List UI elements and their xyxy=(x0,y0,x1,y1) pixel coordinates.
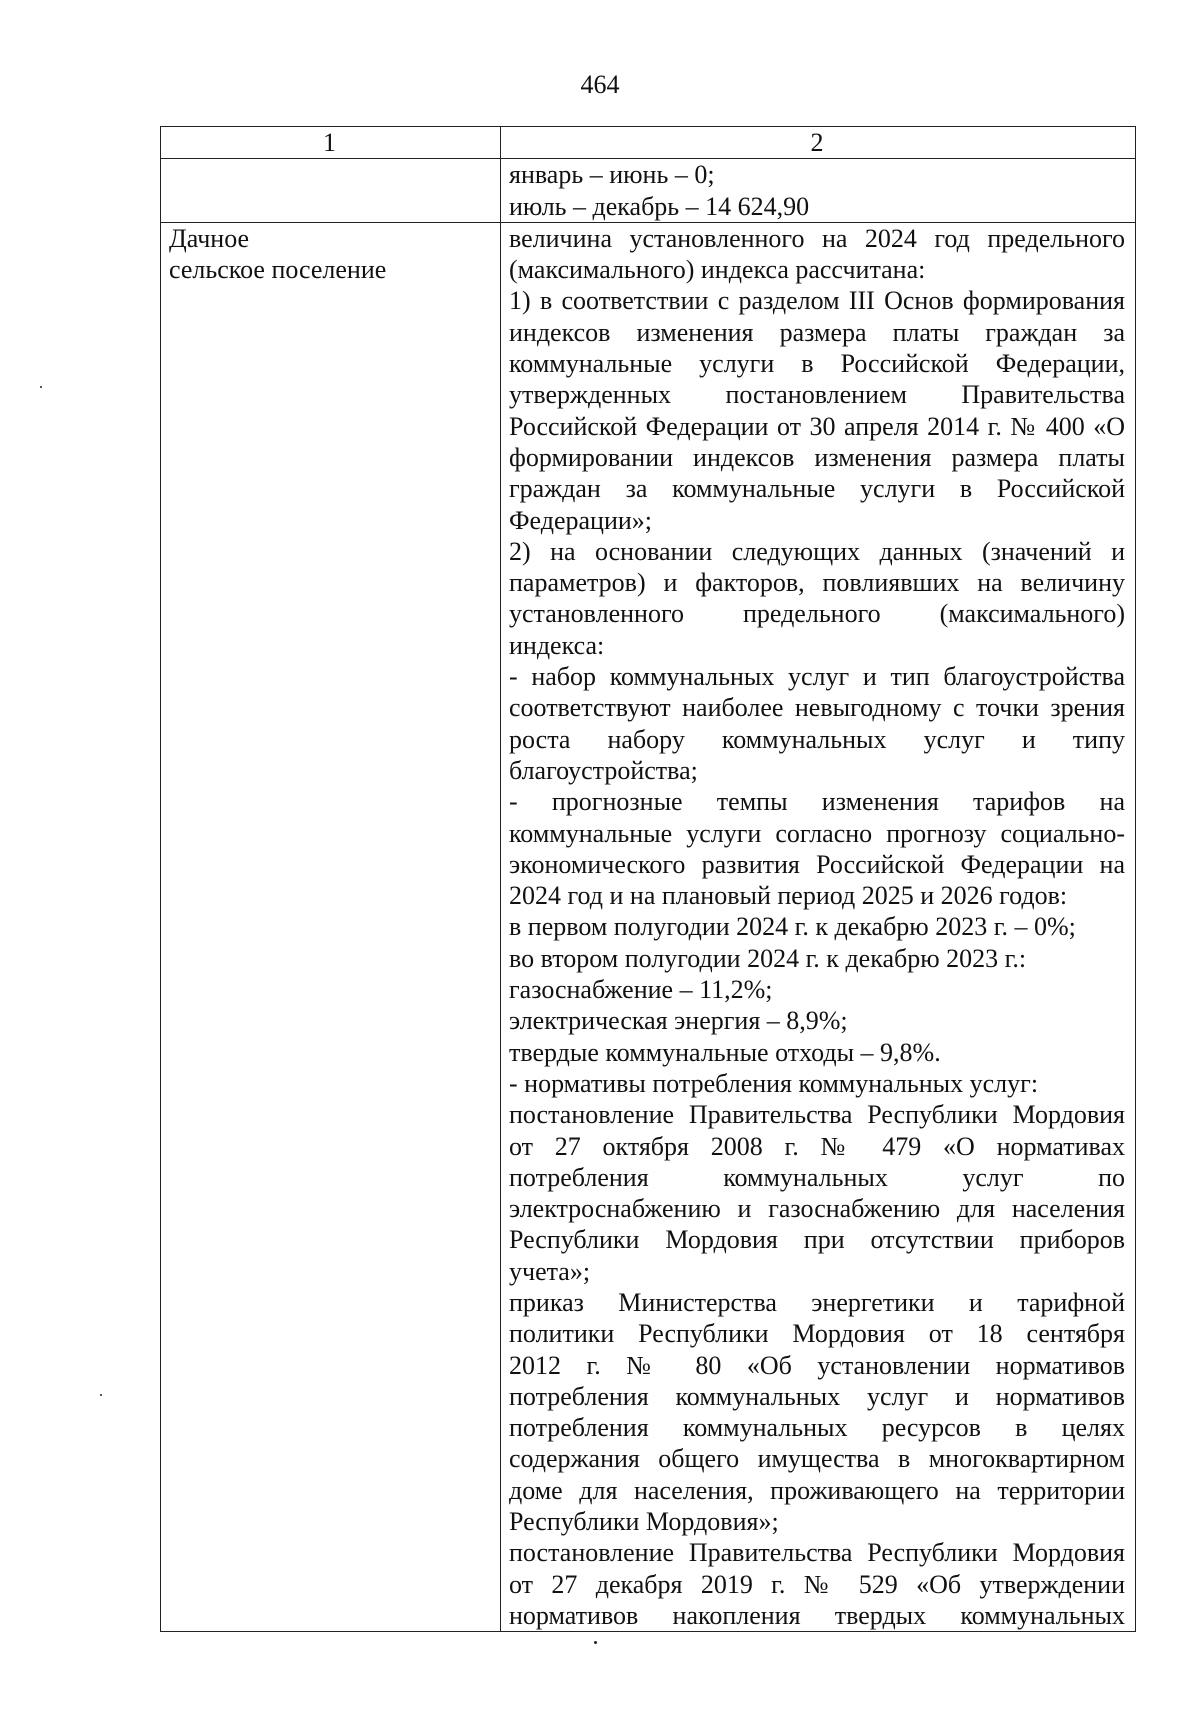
scan-speck xyxy=(100,1394,102,1396)
text-line: содержания общего имущества в многоквартирном xyxy=(509,1444,1125,1474)
text-line: потребления коммунальных услуг и нормативов xyxy=(509,1381,1125,1411)
text-line: твердые коммунальные отходы – 9,8%. xyxy=(509,1037,941,1067)
text-line: от 27 октября 2008 г. № 479 «О нормативах xyxy=(509,1131,1125,1161)
text-line: - нормативы потребления коммунальных услуг: xyxy=(509,1068,1039,1098)
scan-speck xyxy=(40,386,42,388)
text-line: экономического развития Российской Федерации на xyxy=(509,849,1125,879)
text-line: благоустройства; xyxy=(509,755,698,785)
text-line: индекса: xyxy=(509,630,605,660)
text-line: 1) в соответствии с разделом III Основ формирования xyxy=(509,286,1125,316)
text-line: постановление Правительства Республики Мордовия xyxy=(509,1538,1125,1568)
table-row xyxy=(161,159,1136,223)
text-line: граждан за коммунальные услуги в Российской xyxy=(509,474,1125,504)
text-line: коммунальные услуги согласно прогнозу социально- xyxy=(509,818,1125,848)
text-line: приказ Министерства энергетики и тарифной xyxy=(509,1287,1125,1317)
text-line: индексов изменения размера платы граждан за xyxy=(509,317,1125,347)
page-number: 464 xyxy=(580,70,620,99)
text-line: сельское поселение xyxy=(169,255,387,285)
text-line: величина установленного на 2024 год предельного xyxy=(509,223,1125,253)
text-line: потребления коммунальных ресурсов в целях xyxy=(509,1413,1125,1443)
table-header-row xyxy=(161,127,1136,159)
scan-speck xyxy=(594,1641,597,1644)
row1-col2-cell xyxy=(501,159,1136,223)
text-line: 2) на основании следующих данных (значений и xyxy=(509,536,1125,566)
text-line: параметров) и факторов, повлиявших на величину xyxy=(509,568,1125,598)
text-line: Республики Мордовия»; xyxy=(509,1507,779,1537)
text-line: установленного предельного (максимального) xyxy=(509,599,1125,629)
text-line: доме для населения, проживающего на территории xyxy=(509,1475,1125,1505)
text-line: 2024 год и на плановый период 2025 и 2026 годов: xyxy=(509,881,1068,911)
text-line: учета»; xyxy=(509,1256,591,1286)
table-row xyxy=(161,222,1136,1631)
text-line: постановление Правительства Республики Мордовия xyxy=(509,1100,1125,1130)
text-line: во втором полугодии 2024 г. к декабрю 2023 г.: xyxy=(509,943,1027,973)
text-line: политики Республики Мордовия от 18 сентября xyxy=(509,1319,1125,1349)
text-line: июль – декабрь – 14 624,90 xyxy=(509,191,810,221)
index-description-cell xyxy=(501,222,1136,1631)
column-header-1: 1 xyxy=(161,127,501,159)
row1-col1-cell xyxy=(161,159,501,223)
text-line: утвержденных постановлением Правительства xyxy=(509,380,1125,410)
text-line: (максимального) индекса рассчитана: xyxy=(509,255,926,285)
text-line: электроснабжению и газоснабжению для населения xyxy=(509,1194,1125,1224)
text-line: 2012 г. № 80 «Об установлении нормативов xyxy=(509,1350,1125,1380)
text-line: Российской Федерации от 30 апреля 2014 г. № 400 «О xyxy=(509,411,1125,441)
column-header-2: 2 xyxy=(501,127,1136,159)
text-line: январь – июнь – 0; xyxy=(509,160,715,190)
document-table xyxy=(160,126,1136,1632)
text-line: нормативов накопления твердых коммунальных xyxy=(509,1600,1125,1630)
text-line: коммунальные услуги в Российской Федерации, xyxy=(509,349,1125,379)
text-line: потребления коммунальных услуг по xyxy=(509,1162,1125,1192)
text-line: Федерации»; xyxy=(509,505,653,535)
text-line: соответствуют наиболее невыгодному с точки зрения xyxy=(509,693,1125,723)
text-line: роста набору коммунальных услуг и типу xyxy=(509,724,1125,754)
text-line: газоснабжение – 11,2%; xyxy=(509,975,773,1005)
text-line: - прогнозные темпы изменения тарифов на xyxy=(509,787,1125,817)
text-line: в первом полугодии 2024 г. к декабрю 2023 г. – 0%; xyxy=(509,912,1076,942)
text-line: Дачное xyxy=(169,223,250,253)
text-line: Республики Мордовия при отсутствии приборов xyxy=(509,1225,1125,1255)
settlement-name-cell xyxy=(161,222,501,1631)
text-line: электрическая энергия – 8,9%; xyxy=(509,1006,848,1036)
text-line: - набор коммунальных услуг и тип благоустройства xyxy=(509,662,1125,692)
text-line: формировании индексов изменения размера платы xyxy=(509,442,1125,472)
text-line: от 27 декабря 2019 г. № 529 «Об утверждении xyxy=(509,1569,1125,1599)
